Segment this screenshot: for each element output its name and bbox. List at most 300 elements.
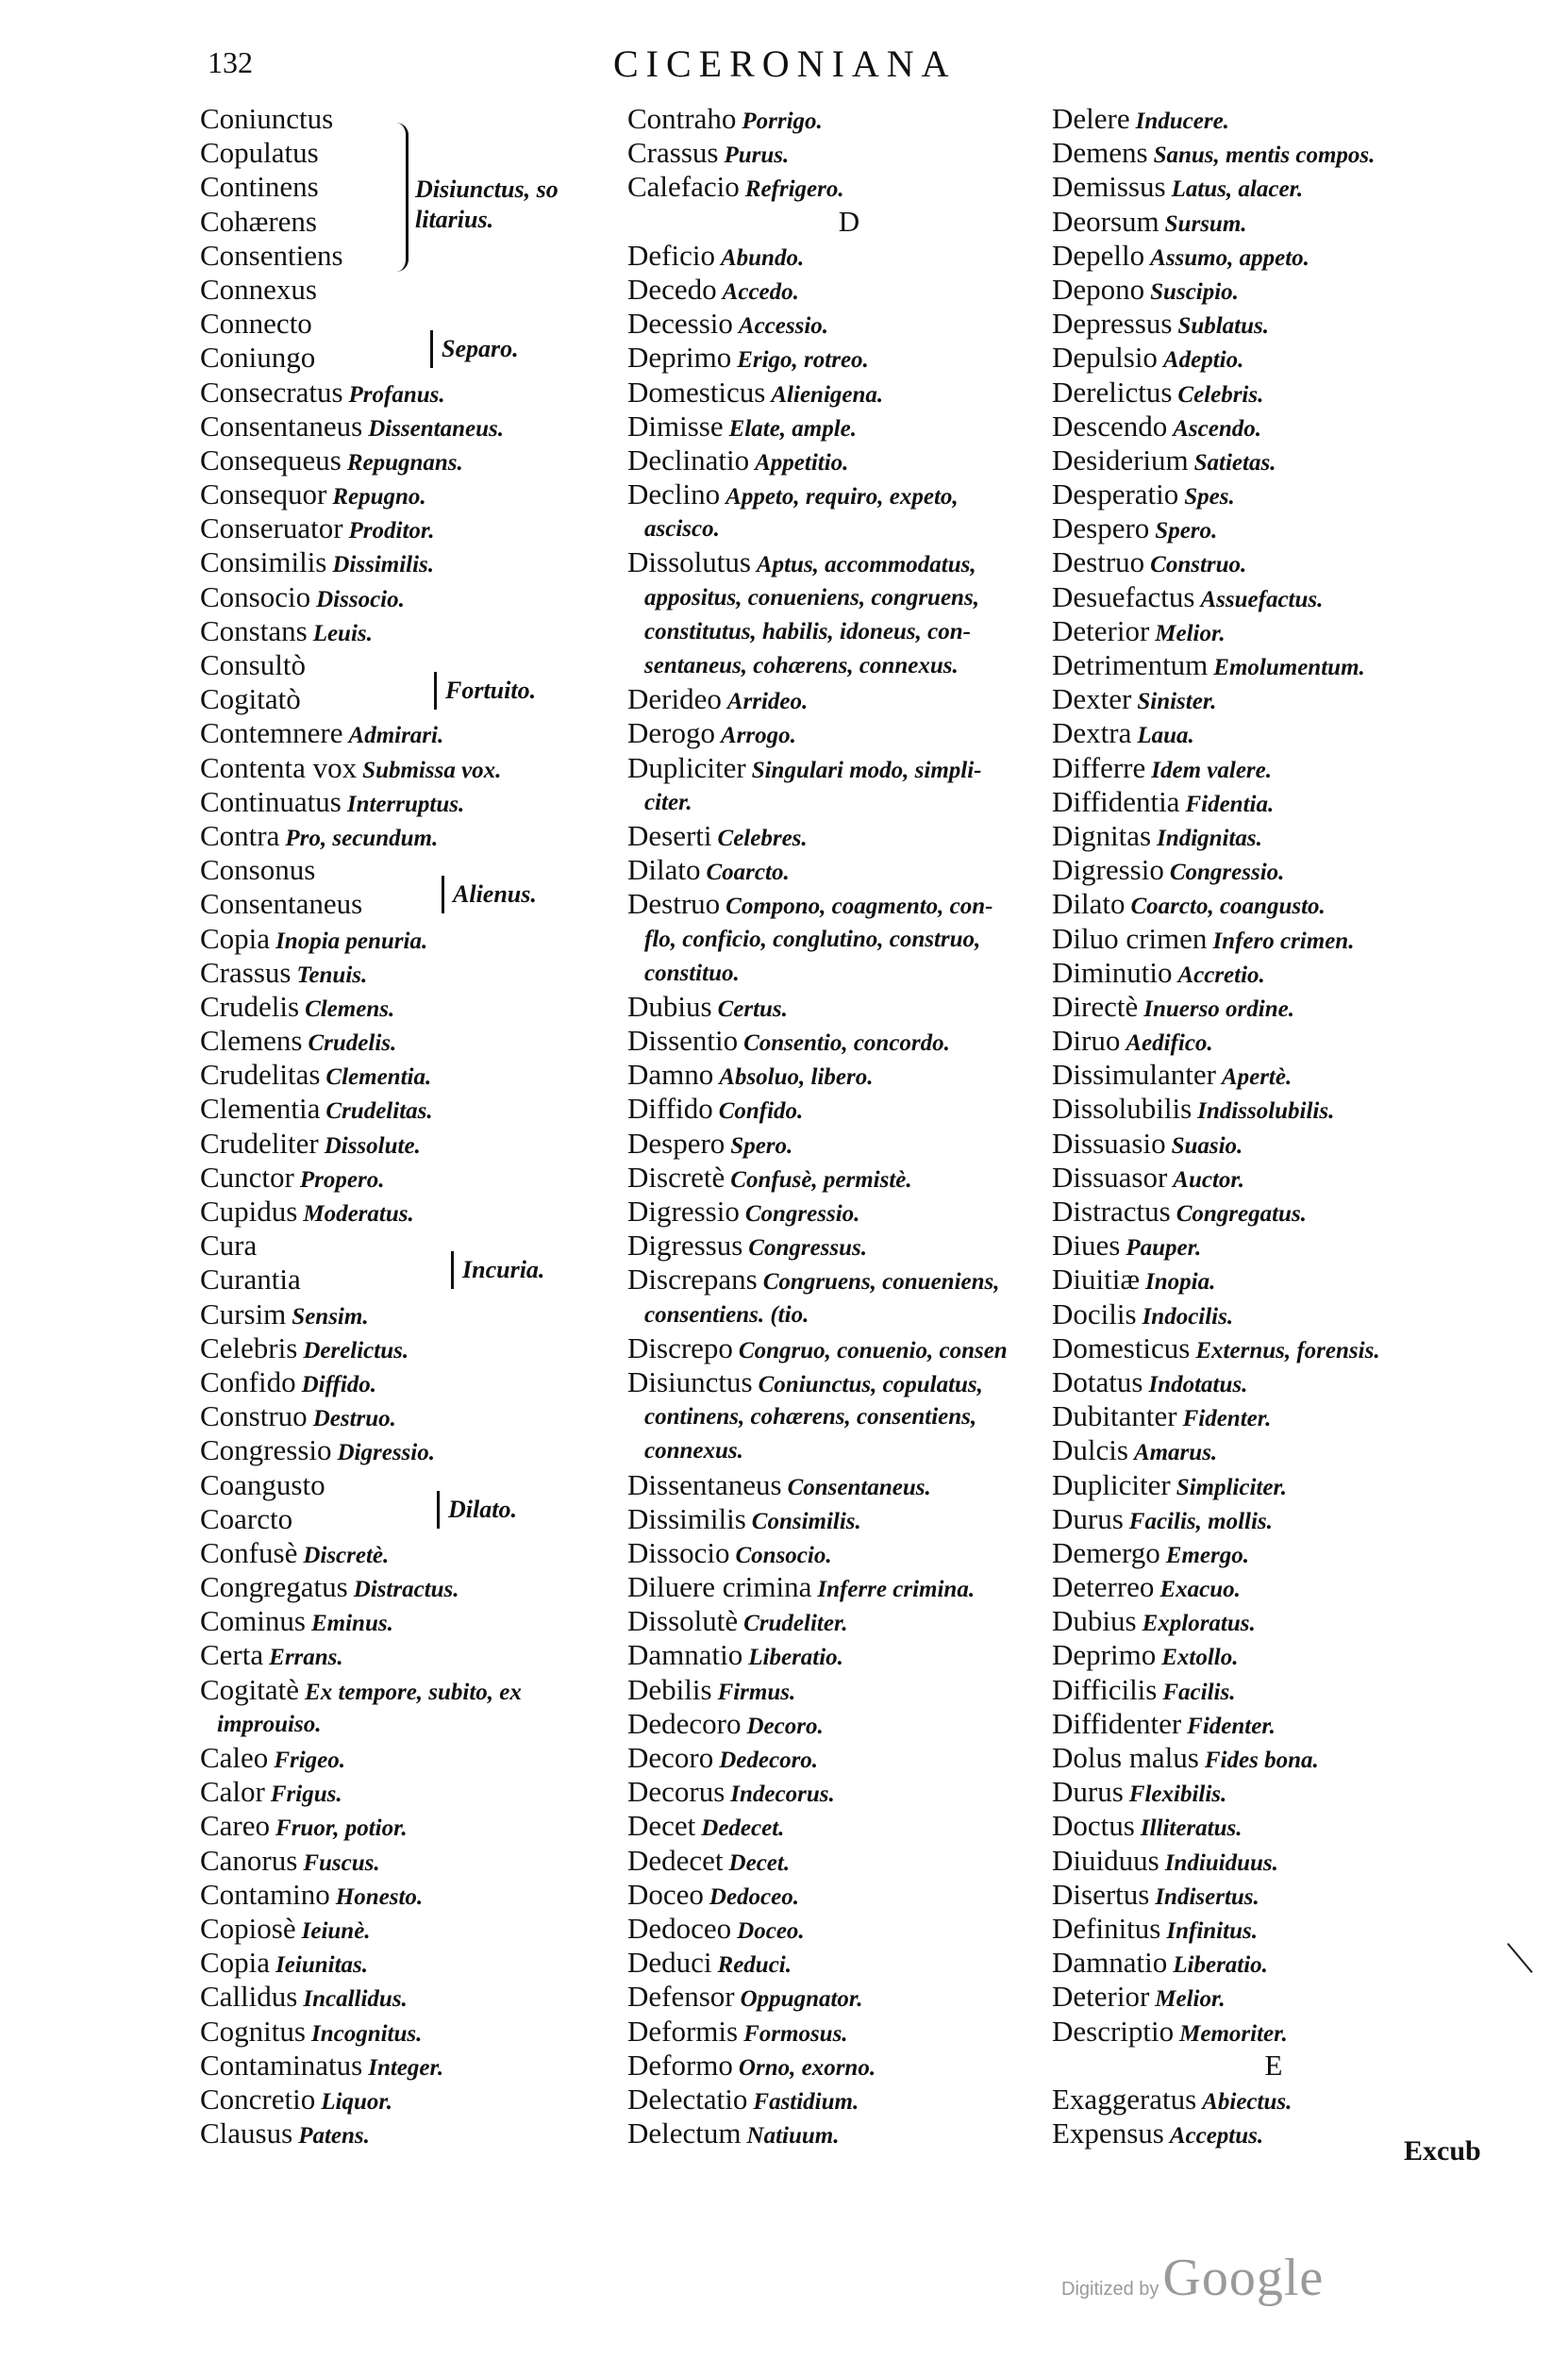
headword: Doceo bbox=[627, 1877, 704, 1911]
headword: Decet bbox=[627, 1809, 696, 1843]
entry bbox=[627, 1502, 1071, 1536]
antonym-gloss: Pro, secundum. bbox=[285, 825, 439, 851]
entry-continuation bbox=[627, 648, 1071, 682]
antonym-gloss: Sublatus. bbox=[1177, 313, 1270, 340]
antonym-gloss: Coarcto. bbox=[706, 860, 790, 886]
antonym-gloss: Spero. bbox=[730, 1132, 793, 1159]
headword: Dotatus bbox=[1052, 1364, 1143, 1398]
entry bbox=[200, 1229, 606, 1263]
antonym-gloss: Propero. bbox=[299, 1166, 385, 1193]
antonym-gloss: Laua. bbox=[1137, 723, 1194, 749]
entry bbox=[627, 1161, 1071, 1195]
section-letter-text: E bbox=[1264, 2048, 1283, 2082]
entry bbox=[1052, 716, 1495, 750]
headword: Depressus bbox=[1052, 307, 1173, 341]
antonym-gloss: Indissolubilis. bbox=[1197, 1098, 1335, 1125]
entry bbox=[200, 1399, 606, 1433]
entry bbox=[627, 136, 1071, 170]
antonym-gloss: Repugnans. bbox=[346, 449, 463, 476]
entry bbox=[1052, 1604, 1495, 1638]
antonym-gloss: Fidenter. bbox=[1182, 1406, 1272, 1432]
antonym-gloss: Dedecoro. bbox=[719, 1748, 819, 1773]
antonym-gloss: Indignitas. bbox=[1157, 825, 1262, 851]
antonym-gloss: Assumo, appeto. bbox=[1150, 244, 1309, 271]
antonym-gloss: Suscipio. bbox=[1150, 278, 1239, 305]
entry bbox=[200, 2015, 606, 2049]
entry bbox=[200, 1809, 606, 1843]
antonym-gloss: Congressio. bbox=[1169, 860, 1285, 886]
headword: Dubius bbox=[627, 989, 712, 1023]
entry bbox=[1052, 580, 1495, 614]
entry bbox=[1052, 1980, 1495, 2014]
entry bbox=[200, 785, 606, 819]
antonym-gloss: Melior. bbox=[1155, 620, 1226, 646]
headword: Confusè bbox=[200, 1535, 298, 1569]
headword: Docilis bbox=[1052, 1297, 1137, 1330]
antonym-gloss: Crudelis. bbox=[308, 1030, 397, 1057]
antonym-gloss: Sinister. bbox=[1137, 689, 1217, 715]
headword: Crudelitas bbox=[200, 1058, 321, 1092]
entry bbox=[1052, 1195, 1495, 1229]
headword: Crassus bbox=[200, 955, 292, 989]
antonym-gloss: Appeto, requiro, expeto, bbox=[726, 484, 959, 510]
entry bbox=[1052, 136, 1495, 170]
headword: Continuatus bbox=[200, 784, 342, 818]
antonym-gloss: Inferre crimina. bbox=[817, 1577, 976, 1603]
entry bbox=[627, 1127, 1071, 1161]
headword: Dissuasor bbox=[1052, 1160, 1168, 1194]
headword: Directè bbox=[1052, 989, 1139, 1023]
bracket-1 bbox=[396, 123, 409, 272]
entry bbox=[200, 1604, 606, 1638]
antonym-gloss: Ieiunitas. bbox=[275, 1952, 369, 1979]
headword: Deformis bbox=[627, 2014, 739, 2048]
headword: Diminutio bbox=[1052, 955, 1173, 989]
headword: Destruo bbox=[627, 887, 721, 921]
antonym-gloss: Latus, alacer. bbox=[1171, 176, 1304, 203]
antonym-gloss: Emergo. bbox=[1165, 1542, 1249, 1568]
entry bbox=[627, 545, 1071, 579]
antonym-gloss: Dedecet. bbox=[701, 1815, 785, 1842]
antonym-gloss: Alienigena. bbox=[771, 381, 884, 408]
headword: Cura bbox=[200, 1229, 258, 1263]
digitized-by-google-watermark bbox=[1061, 2248, 1324, 2308]
antonym-gloss: Inuerso ordine. bbox=[1143, 995, 1294, 1022]
entry bbox=[627, 1024, 1071, 1058]
headword: Continens bbox=[200, 170, 319, 204]
entry bbox=[627, 1638, 1071, 1672]
headword: Crudeliter bbox=[200, 1126, 319, 1160]
antonym-gloss: Porrigo. bbox=[742, 109, 823, 134]
antonym-gloss: Crudelitas. bbox=[325, 1098, 433, 1125]
headword: Diuiduus bbox=[1052, 1843, 1159, 1877]
entry bbox=[200, 1844, 606, 1878]
headword: Deprimo bbox=[1052, 1638, 1157, 1672]
headword: Dedecoro bbox=[627, 1706, 742, 1740]
entry bbox=[200, 716, 606, 750]
antonym-gloss: Fidentia. bbox=[1185, 791, 1275, 817]
entry bbox=[1052, 545, 1495, 579]
antonym-gloss: Incallidus. bbox=[303, 1986, 408, 2013]
antonym-gloss: Arrogo. bbox=[720, 723, 796, 749]
headword: Doctus bbox=[1052, 1809, 1135, 1843]
headword: Defensor bbox=[627, 1980, 735, 2014]
antonym-gloss: Consimilis. bbox=[751, 1508, 861, 1534]
antonym-gloss: Elate, ample. bbox=[728, 415, 858, 442]
entry bbox=[1052, 1024, 1495, 1058]
entry bbox=[627, 376, 1071, 410]
headword: Deformo bbox=[627, 2048, 733, 2082]
headword: Cognitus bbox=[200, 2014, 306, 2048]
antonym-gloss: Infinitus. bbox=[1166, 1917, 1258, 1944]
antonym-gloss: Ieiunè. bbox=[301, 1917, 371, 1944]
antonym-gloss: Infero crimen. bbox=[1212, 928, 1355, 954]
entry-continuation bbox=[200, 1707, 606, 1741]
entry bbox=[1052, 1536, 1495, 1570]
headword: Digressio bbox=[627, 1195, 740, 1228]
entry bbox=[627, 1946, 1071, 1980]
entry bbox=[1052, 1263, 1495, 1297]
entry bbox=[1052, 648, 1495, 682]
headword: Depulsio bbox=[1052, 341, 1158, 375]
headword: Coarcto bbox=[200, 1501, 293, 1535]
antonym-gloss: Proditor. bbox=[348, 518, 435, 544]
headword: Dissolubilis bbox=[1052, 1092, 1193, 1126]
entry bbox=[200, 682, 606, 716]
headword: Exaggeratus bbox=[1052, 2082, 1197, 2116]
headword: Deterior bbox=[1052, 613, 1150, 647]
bracket-label-disiunctus: Disiunctus, so litarius. bbox=[415, 176, 559, 233]
headword: Durus bbox=[1052, 1501, 1124, 1535]
entry bbox=[200, 1946, 606, 1980]
entry bbox=[200, 1673, 606, 1707]
antonym-gloss: Externus, forensis. bbox=[1195, 1337, 1380, 1364]
bracket-label-separo: Separo. bbox=[442, 335, 519, 362]
headword: Diffidenter bbox=[1052, 1706, 1182, 1740]
antonym-gloss: Consentaneus. bbox=[787, 1474, 931, 1500]
antonym-gloss: Derelictus. bbox=[303, 1337, 409, 1364]
antonym-gloss: Aedifico. bbox=[1126, 1030, 1213, 1057]
headword: Difficilis bbox=[1052, 1672, 1158, 1706]
entry bbox=[627, 751, 1071, 785]
headword: Debilis bbox=[627, 1672, 712, 1706]
antonym-gloss: Singulari modo, simpli- bbox=[751, 757, 982, 783]
headword: Celebris bbox=[200, 1330, 298, 1364]
bracket-5 bbox=[443, 1251, 454, 1289]
headword: Coangusto bbox=[200, 1467, 325, 1501]
entry bbox=[1052, 205, 1495, 239]
antonym-gloss: Simpliciter. bbox=[1176, 1474, 1288, 1500]
headword: Deorsum bbox=[1052, 204, 1159, 238]
entry bbox=[200, 376, 606, 410]
entry bbox=[200, 1536, 606, 1570]
headword: Constans bbox=[200, 613, 308, 647]
antonym-gloss: Congressio. bbox=[744, 1201, 860, 1227]
entry bbox=[1052, 990, 1495, 1024]
entry bbox=[1052, 1878, 1495, 1912]
antonym-gloss: Congruens, conueniens, bbox=[762, 1269, 1000, 1296]
entry bbox=[200, 273, 606, 307]
entry bbox=[1052, 751, 1495, 785]
antonym-gloss: Destruo. bbox=[312, 1406, 396, 1432]
entry-continuation bbox=[627, 1399, 1071, 1433]
headword: Dissentio bbox=[627, 1024, 739, 1058]
headword: Demergo bbox=[1052, 1535, 1160, 1569]
antonym-gloss: Memoriter. bbox=[1179, 2020, 1288, 2047]
headword: Cunctor bbox=[200, 1160, 294, 1194]
headword: Destruo bbox=[1052, 545, 1145, 579]
antonym-gloss: Dissolute. bbox=[324, 1132, 421, 1159]
headword: Discretè bbox=[627, 1160, 726, 1194]
headword: Congregatus bbox=[200, 1570, 348, 1604]
antonym-gloss: Coarcto, coangusto. bbox=[1130, 894, 1326, 920]
entry bbox=[200, 341, 606, 375]
headword: Canorus bbox=[200, 1843, 298, 1877]
antonym-gloss: Accretio. bbox=[1177, 962, 1265, 988]
entry bbox=[627, 1570, 1071, 1604]
headword: Diffido bbox=[627, 1092, 713, 1126]
antonym-gloss: consentiens. (tio. bbox=[644, 1301, 809, 1328]
antonym-gloss: Assuefactus. bbox=[1200, 586, 1324, 612]
antonym-gloss: Liberatio. bbox=[748, 1645, 843, 1671]
entry bbox=[200, 545, 606, 579]
antonym-gloss: Appetitio. bbox=[755, 449, 849, 476]
entry bbox=[1052, 511, 1495, 545]
headword: Diuitiæ bbox=[1052, 1263, 1141, 1297]
headword: Derideo bbox=[627, 682, 722, 716]
antonym-gloss: Absoluo, libero. bbox=[719, 1064, 874, 1091]
entry bbox=[627, 1980, 1071, 2014]
antonym-gloss: flo, conficio, conglutino, construo, bbox=[644, 926, 981, 952]
headword: Cogitatò bbox=[200, 682, 301, 716]
antonym-gloss: Accessio. bbox=[738, 313, 829, 340]
headword: Copia bbox=[200, 921, 271, 955]
entry bbox=[1052, 410, 1495, 443]
headword: Consultò bbox=[200, 648, 306, 681]
antonym-gloss: constitutus, habilis, idoneus, con- bbox=[644, 618, 971, 644]
headword: Decessio bbox=[627, 307, 733, 341]
headword: Consimilis bbox=[200, 545, 327, 579]
headword: Dissentaneus bbox=[627, 1467, 782, 1501]
headword: Concretio bbox=[200, 2082, 316, 2116]
antonym-gloss: Orno, exorno. bbox=[738, 2054, 876, 2081]
bracket-3 bbox=[426, 672, 437, 710]
antonym-gloss: Fuscus. bbox=[303, 1849, 380, 1876]
antonym-gloss: Spero. bbox=[1155, 518, 1218, 544]
headword: Durus bbox=[1052, 1775, 1124, 1809]
antonym-gloss: Emolumentum. bbox=[1213, 655, 1365, 680]
headword: Copiosè bbox=[200, 1911, 296, 1945]
headword: Calefacio bbox=[627, 170, 740, 204]
antonym-gloss: Fidenter. bbox=[1187, 1713, 1276, 1739]
antonym-gloss: Apertè. bbox=[1221, 1064, 1293, 1091]
headword: Desperatio bbox=[1052, 477, 1179, 511]
headword: Diluo crimen bbox=[1052, 921, 1208, 955]
antonym-gloss: Frigeo. bbox=[274, 1748, 346, 1773]
entry bbox=[200, 819, 606, 853]
entry bbox=[200, 1980, 606, 2014]
headword: Crassus bbox=[627, 136, 719, 170]
entry bbox=[627, 1468, 1071, 1502]
entry bbox=[1052, 1365, 1495, 1399]
headword: Dupliciter bbox=[1052, 1467, 1171, 1501]
section-letter bbox=[1052, 2049, 1495, 2083]
headword: Differre bbox=[1052, 750, 1146, 784]
antonym-gloss: continens, cohærens, consentiens, bbox=[644, 1404, 977, 1430]
entry bbox=[627, 1912, 1071, 1946]
antonym-gloss: Tenuis. bbox=[296, 962, 368, 988]
entry bbox=[1052, 785, 1495, 819]
headword: Digressus bbox=[627, 1229, 743, 1263]
headword: Diues bbox=[1052, 1229, 1121, 1263]
entry bbox=[200, 511, 606, 545]
entry bbox=[200, 887, 606, 921]
antonym-gloss: Admirari. bbox=[348, 723, 444, 749]
antonym-gloss: Digressio. bbox=[337, 1440, 435, 1466]
headword: Derogo bbox=[627, 716, 715, 750]
antonym-gloss: Congressus. bbox=[748, 1235, 868, 1262]
entry bbox=[200, 1775, 606, 1809]
entry bbox=[1052, 1638, 1495, 1672]
antonym-gloss: Indotatus. bbox=[1148, 1371, 1248, 1397]
entry bbox=[200, 580, 606, 614]
headword: Contra bbox=[200, 818, 280, 852]
headword: Dedecet bbox=[627, 1843, 724, 1877]
entry bbox=[627, 477, 1071, 511]
antonym-gloss: Indocilis. bbox=[1142, 1303, 1234, 1330]
headword: Desuefactus bbox=[1052, 579, 1195, 613]
antonym-gloss: Submissa vox. bbox=[362, 757, 502, 783]
headword: Careo bbox=[200, 1809, 271, 1843]
antonym-gloss: Ex tempore, subito, ex bbox=[305, 1679, 522, 1705]
antonym-gloss: Incognitus. bbox=[310, 2020, 423, 2047]
headword: Dissimilis bbox=[627, 1501, 746, 1535]
antonym-gloss: Fastidium. bbox=[753, 2088, 859, 2115]
antonym-gloss: Inopia. bbox=[1145, 1269, 1216, 1296]
antonym-gloss: sentaneus, cohærens, connexus. bbox=[644, 653, 959, 678]
headword: Demens bbox=[1052, 136, 1148, 170]
antonym-gloss: Inducere. bbox=[1135, 109, 1229, 134]
headword: Dissocio bbox=[627, 1535, 730, 1569]
antonym-gloss: Celebris. bbox=[1177, 381, 1264, 408]
column-2 bbox=[627, 102, 1071, 2150]
entry bbox=[1052, 170, 1495, 204]
entry-continuation bbox=[627, 922, 1071, 956]
antonym-gloss: Decet. bbox=[728, 1849, 791, 1876]
antonym-gloss: Doceo. bbox=[737, 1917, 805, 1944]
entry-continuation bbox=[627, 1433, 1071, 1467]
entry bbox=[200, 1365, 606, 1399]
entry bbox=[1052, 1127, 1495, 1161]
antonym-gloss: Congruo, conuenio, consen bbox=[738, 1337, 1008, 1364]
bracket-label-fortuito: Fortuito. bbox=[445, 677, 537, 704]
entry bbox=[200, 1570, 606, 1604]
antonym-gloss: Melior. bbox=[1155, 1986, 1226, 2013]
bracket-2 bbox=[423, 330, 433, 368]
headword: Deprimo bbox=[627, 341, 732, 375]
entry bbox=[627, 819, 1071, 853]
entry bbox=[200, 307, 606, 341]
entry bbox=[627, 716, 1071, 750]
antonym-gloss: Frigus. bbox=[270, 1782, 342, 1808]
bracket-label-incuria: Incuria. bbox=[462, 1256, 545, 1283]
entry bbox=[1052, 1468, 1495, 1502]
entry bbox=[1052, 614, 1495, 648]
entry bbox=[627, 2116, 1071, 2150]
entry bbox=[200, 1638, 606, 1672]
antonym-gloss: Abiectus. bbox=[1202, 2088, 1293, 2115]
antonym-gloss: Indecorus. bbox=[730, 1782, 835, 1808]
antonym-gloss: Clementia. bbox=[325, 1064, 432, 1091]
entry bbox=[1052, 1946, 1495, 1980]
entry bbox=[1052, 2083, 1495, 2116]
antonym-gloss: Confido. bbox=[718, 1098, 804, 1125]
headword: Dilato bbox=[627, 853, 701, 887]
entry bbox=[627, 682, 1071, 716]
headword: Dissimulanter bbox=[1052, 1058, 1216, 1092]
antonym-gloss: Moderatus. bbox=[303, 1201, 414, 1227]
headword: Delectum bbox=[627, 2116, 742, 2150]
headword: Demissus bbox=[1052, 170, 1166, 204]
entry bbox=[200, 1024, 606, 1058]
headword: Delectatio bbox=[627, 2082, 748, 2116]
bracket-label-dilato: Dilato. bbox=[448, 1496, 517, 1523]
antonym-gloss: Aptus, accommodatus, bbox=[756, 552, 976, 578]
headword: Expensus bbox=[1052, 2116, 1164, 2150]
antonym-gloss: Erigo, rotreo. bbox=[737, 347, 869, 374]
headword: Cominus bbox=[200, 1604, 306, 1638]
entry bbox=[200, 1502, 606, 1536]
antonym-gloss: Exacuo. bbox=[1159, 1577, 1241, 1603]
headword: Descriptio bbox=[1052, 2014, 1175, 2048]
catchword: Excub bbox=[1404, 2135, 1481, 2167]
antonym-gloss: Accedo. bbox=[722, 278, 799, 305]
antonym-gloss: citer. bbox=[644, 789, 692, 815]
antonym-gloss: Sanus, mentis compos. bbox=[1153, 142, 1376, 169]
antonym-gloss: Dissentaneus. bbox=[368, 415, 504, 442]
entry bbox=[627, 443, 1071, 477]
entry bbox=[627, 2015, 1071, 2049]
entry bbox=[1052, 1844, 1495, 1878]
headword: Deterior bbox=[1052, 1980, 1150, 2014]
entry bbox=[627, 1604, 1071, 1638]
headword: Deserti bbox=[627, 818, 712, 852]
antonym-gloss: Sensim. bbox=[292, 1303, 369, 1330]
entry bbox=[627, 341, 1071, 375]
entry bbox=[627, 1058, 1071, 1092]
stray-mark bbox=[1507, 1943, 1532, 1973]
headword: Damnatio bbox=[627, 1638, 743, 1672]
antonym-gloss: Illiteratus. bbox=[1140, 1815, 1243, 1842]
antonym-gloss: Errans. bbox=[269, 1645, 343, 1671]
entry bbox=[627, 273, 1071, 307]
headword: Dubitanter bbox=[1052, 1399, 1177, 1433]
headword: Cupidus bbox=[200, 1195, 298, 1228]
headword: Decoro bbox=[627, 1741, 714, 1774]
entry bbox=[1052, 682, 1495, 716]
headword: Consentaneus bbox=[200, 409, 363, 443]
headword: Curantia bbox=[200, 1263, 301, 1297]
headword: Dissolutè bbox=[627, 1604, 739, 1638]
headword: Discrepans bbox=[627, 1263, 758, 1297]
antonym-gloss: Consocio. bbox=[735, 1542, 832, 1568]
entry bbox=[1052, 1707, 1495, 1741]
entry bbox=[1052, 1092, 1495, 1126]
antonym-gloss: Facilis. bbox=[1162, 1679, 1236, 1705]
headword: Disertus bbox=[1052, 1877, 1150, 1911]
headword: Contraho bbox=[627, 102, 737, 135]
antonym-gloss: Satietas. bbox=[1193, 449, 1276, 476]
